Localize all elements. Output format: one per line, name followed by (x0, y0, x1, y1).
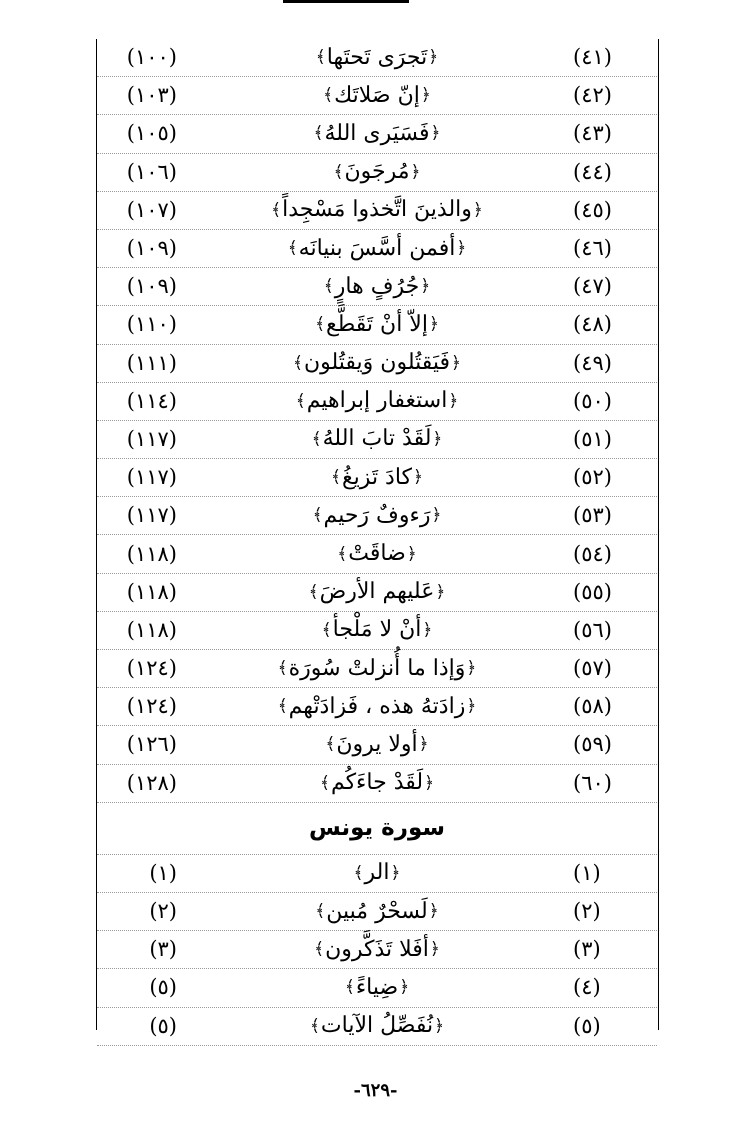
table-row (97, 421, 657, 459)
verse-words: فَسَيَرى اللهُ (324, 120, 430, 146)
page-reference: (١٠٦) (126, 159, 177, 184)
ornament-close-icon: ﴾ (331, 467, 341, 488)
ornament-open-icon: ﴿ (428, 47, 439, 68)
verse-number: (٤١) (573, 45, 612, 70)
verse-words: وَإذا ما أُنزلتْ سُورَة (288, 655, 466, 681)
verse-words: تَجرَى تَحتَها (326, 44, 428, 70)
verse-number: (٥١) (573, 426, 612, 451)
verse-number: (١) (573, 860, 601, 885)
page-reference: (١١٨) (126, 579, 177, 604)
verse-text (207, 893, 547, 930)
page-reference: (١٠٣) (126, 83, 177, 108)
top-rule (283, 0, 409, 3)
verse-text (207, 345, 547, 382)
table-row (97, 574, 657, 612)
ornament-close-icon: ﴾ (323, 85, 334, 106)
verse-number: (٥٢) (573, 465, 612, 490)
ornament-open-icon: ﴿ (430, 123, 441, 144)
verse-text (207, 459, 547, 496)
verse-text (207, 192, 547, 229)
ornament-open-icon: ﴿ (390, 862, 401, 883)
verse-text (207, 726, 547, 763)
ornament-open-icon: ﴿ (431, 505, 442, 526)
table-row (97, 1008, 657, 1046)
page-reference: (٢) (149, 899, 177, 924)
verse-text (207, 115, 547, 152)
ornament-close-icon: ﴾ (353, 862, 364, 883)
ornament-open-icon: ﴿ (429, 939, 440, 960)
ornament-close-icon: ﴾ (325, 734, 336, 755)
verse-text (207, 39, 547, 76)
verse-words: نُفَصِّلُ الآيات (320, 1013, 434, 1039)
ornament-close-icon: ﴾ (319, 772, 330, 793)
verse-number: (٤٤) (573, 159, 612, 184)
verse-number: (٥٨) (573, 694, 612, 719)
ornament-close-icon: ﴾ (271, 199, 282, 220)
verse-number: (٥) (573, 1013, 601, 1038)
verse-words: لَقَدْ جاءَكُم (330, 770, 424, 796)
ornament-open-icon: ﴿ (422, 619, 433, 640)
verse-words: ضاقَتْ (348, 541, 406, 567)
ornament-close-icon: ﴾ (295, 390, 306, 411)
verse-number: (٤٩) (573, 350, 612, 375)
ornament-close-icon: ﴾ (315, 901, 326, 922)
page-reference: (١١٧) (126, 503, 177, 528)
table-row (97, 383, 657, 421)
ornament-close-icon: ﴾ (277, 696, 288, 717)
verse-text (207, 1008, 547, 1045)
ornament-close-icon: ﴾ (314, 939, 325, 960)
verse-words: أنْ لا مَلْجأ (332, 617, 422, 643)
ornament-close-icon: ﴾ (311, 428, 322, 449)
surah-heading: سورة يونس (97, 803, 657, 855)
page-reference: (١١٠) (126, 312, 177, 337)
verse-words: إنّ صَلاتَك (334, 82, 420, 108)
verse-words: زادَتهُ هذه ، فَزادَتْهم (288, 693, 466, 719)
page-reference: (٥) (149, 975, 177, 1000)
ornament-open-icon: ﴿ (466, 658, 477, 679)
ornament-close-icon: ﴾ (312, 505, 323, 526)
table-row (97, 726, 657, 764)
verse-number: (٥٣) (573, 503, 612, 528)
page-reference: (١٠٥) (126, 121, 177, 146)
ornament-open-icon: ﴿ (428, 901, 439, 922)
table-row (97, 306, 657, 344)
page-reference: (١١٤) (126, 388, 177, 413)
verse-words: جُرُفٍ هارٍ (334, 273, 420, 299)
page-reference: (١١٨) (126, 617, 177, 642)
verse-number: (٥٠) (573, 388, 612, 413)
verse-number: (٢) (573, 899, 601, 924)
table-row (97, 612, 657, 650)
ornament-close-icon: ﴾ (287, 238, 298, 259)
ornament-open-icon: ﴿ (451, 352, 461, 373)
page-reference: (١٢٦) (126, 732, 177, 757)
table-row (97, 931, 657, 969)
ornament-open-icon: ﴿ (448, 390, 459, 411)
ornament-open-icon: ﴿ (472, 199, 483, 220)
verse-text (207, 497, 547, 534)
verse-number: (٥٦) (573, 617, 612, 642)
page-reference: (١٢٨) (126, 770, 177, 795)
verse-words: استغفار إبراهيم (306, 388, 448, 414)
table-row (97, 535, 657, 573)
ornament-close-icon: ﴾ (293, 352, 303, 373)
ornament-open-icon: ﴿ (420, 276, 431, 297)
ornament-open-icon: ﴿ (434, 1015, 445, 1036)
ornament-close-icon: ﴾ (321, 619, 332, 640)
ornament-open-icon: ﴿ (456, 238, 467, 259)
section-tawbah (97, 39, 657, 803)
table-row (97, 688, 657, 726)
table-row (97, 192, 657, 230)
verse-text (207, 77, 547, 114)
verse-words: الر (364, 860, 390, 886)
verse-number: (٤) (573, 975, 601, 1000)
ornament-close-icon: ﴾ (315, 314, 326, 335)
verse-text (207, 931, 547, 968)
ornament-close-icon: ﴾ (277, 658, 288, 679)
ornament-open-icon: ﴿ (420, 85, 431, 106)
section-yunus (97, 855, 657, 1046)
ornament-open-icon: ﴿ (410, 161, 421, 182)
verse-text (207, 855, 547, 892)
verse-text (207, 612, 547, 649)
ornament-close-icon: ﴾ (344, 977, 355, 998)
page-number: -٦٢٩- (353, 1080, 398, 1101)
ornament-open-icon: ﴿ (466, 696, 477, 717)
verse-words: لَسحْرٌ مُبين (326, 898, 428, 924)
verse-text (207, 765, 547, 802)
ornament-open-icon: ﴿ (399, 977, 410, 998)
ornament-open-icon: ﴿ (406, 543, 417, 564)
verse-words: أفمن أسَّسَ بنيانَه (298, 235, 456, 261)
ornament-open-icon: ﴿ (424, 772, 435, 793)
table-row (97, 893, 657, 931)
verse-text (207, 306, 547, 343)
page-reference: (١١٧) (126, 465, 177, 490)
page-reference: (٥) (149, 1013, 177, 1038)
verse-words: أولا يرونَ (336, 731, 418, 757)
ornament-open-icon: ﴿ (432, 428, 443, 449)
ornament-close-icon: ﴾ (315, 47, 326, 68)
table-row (97, 969, 657, 1007)
table-row (97, 115, 657, 153)
ornament-close-icon: ﴾ (323, 276, 334, 297)
table-row (97, 459, 657, 497)
verse-words: عَليهم الأرضَ (319, 579, 435, 605)
ornament-close-icon: ﴾ (333, 161, 344, 182)
page-reference: (١) (149, 860, 177, 885)
table-row (97, 345, 657, 383)
verse-number: (٣) (573, 937, 601, 962)
table-row (97, 77, 657, 115)
page-reference: (٣) (149, 937, 177, 962)
table-row (97, 154, 657, 192)
verse-text (207, 574, 547, 611)
ornament-open-icon: ﴿ (418, 734, 429, 755)
verse-words: فَيَقتُلون وَيقتُلون (303, 350, 451, 376)
ornament-close-icon: ﴾ (313, 123, 324, 144)
table-row (97, 39, 657, 77)
verse-number: (٥٤) (573, 541, 612, 566)
verse-number: (٥٥) (573, 579, 612, 604)
verse-text (207, 969, 547, 1006)
ornament-close-icon: ﴾ (309, 1015, 320, 1036)
table-row (97, 268, 657, 306)
page-reference: (١٠٩) (126, 236, 177, 261)
verse-number: (٤٨) (573, 312, 612, 337)
table-row (97, 230, 657, 268)
page-reference: (١٢٤) (126, 656, 177, 681)
verse-text (207, 383, 547, 420)
verse-text (207, 154, 547, 191)
ornament-close-icon: ﴾ (308, 581, 319, 602)
verse-number: (٤٥) (573, 197, 612, 222)
verse-text (207, 688, 547, 725)
verse-number: (٥٩) (573, 732, 612, 757)
page-reference: (١١١) (126, 350, 177, 375)
verse-words: رَءوفٌ رَحيم (323, 502, 431, 528)
verse-number: (٤٦) (573, 236, 612, 261)
page-reference: (١١٧) (126, 426, 177, 451)
verse-number: (٤٧) (573, 274, 612, 299)
verse-index-table (97, 39, 657, 1046)
page-reference: (١٠٧) (126, 197, 177, 222)
ornament-open-icon: ﴿ (435, 581, 446, 602)
table-row (97, 855, 657, 893)
table-row (97, 765, 657, 803)
verse-number: (٦٠) (573, 770, 612, 795)
verse-number: (٤٣) (573, 121, 612, 146)
verse-text (207, 230, 547, 267)
verse-text (207, 421, 547, 458)
ornament-close-icon: ﴾ (337, 543, 348, 564)
verse-number: (٥٧) (573, 656, 612, 681)
verse-words: أفَلا تَذَكَّرون (325, 936, 429, 962)
ornament-open-icon: ﴿ (413, 467, 423, 488)
page-reference: (١٠٠) (126, 45, 177, 70)
table-row (97, 650, 657, 688)
ornament-open-icon: ﴿ (428, 314, 439, 335)
verse-words: إلاّ أنْ تَقَطَّع (326, 311, 428, 337)
table-row (97, 497, 657, 535)
verse-text (207, 650, 547, 687)
verse-words: ضِياءً (355, 974, 399, 1000)
verse-words: والذينَ اتَّخذوا مَسْجِداً (282, 197, 472, 223)
verse-text (207, 535, 547, 572)
page-reference: (١٢٤) (126, 694, 177, 719)
verse-number: (٤٢) (573, 83, 612, 108)
verse-text (207, 268, 547, 305)
verse-words: مُرجَونَ (344, 159, 410, 185)
page-reference: (١٠٩) (126, 274, 177, 299)
verse-words: كادَ تَزيغُ (341, 464, 413, 490)
verse-words: لَقَدْ تابَ اللهُ (322, 426, 432, 452)
page-reference: (١١٨) (126, 541, 177, 566)
